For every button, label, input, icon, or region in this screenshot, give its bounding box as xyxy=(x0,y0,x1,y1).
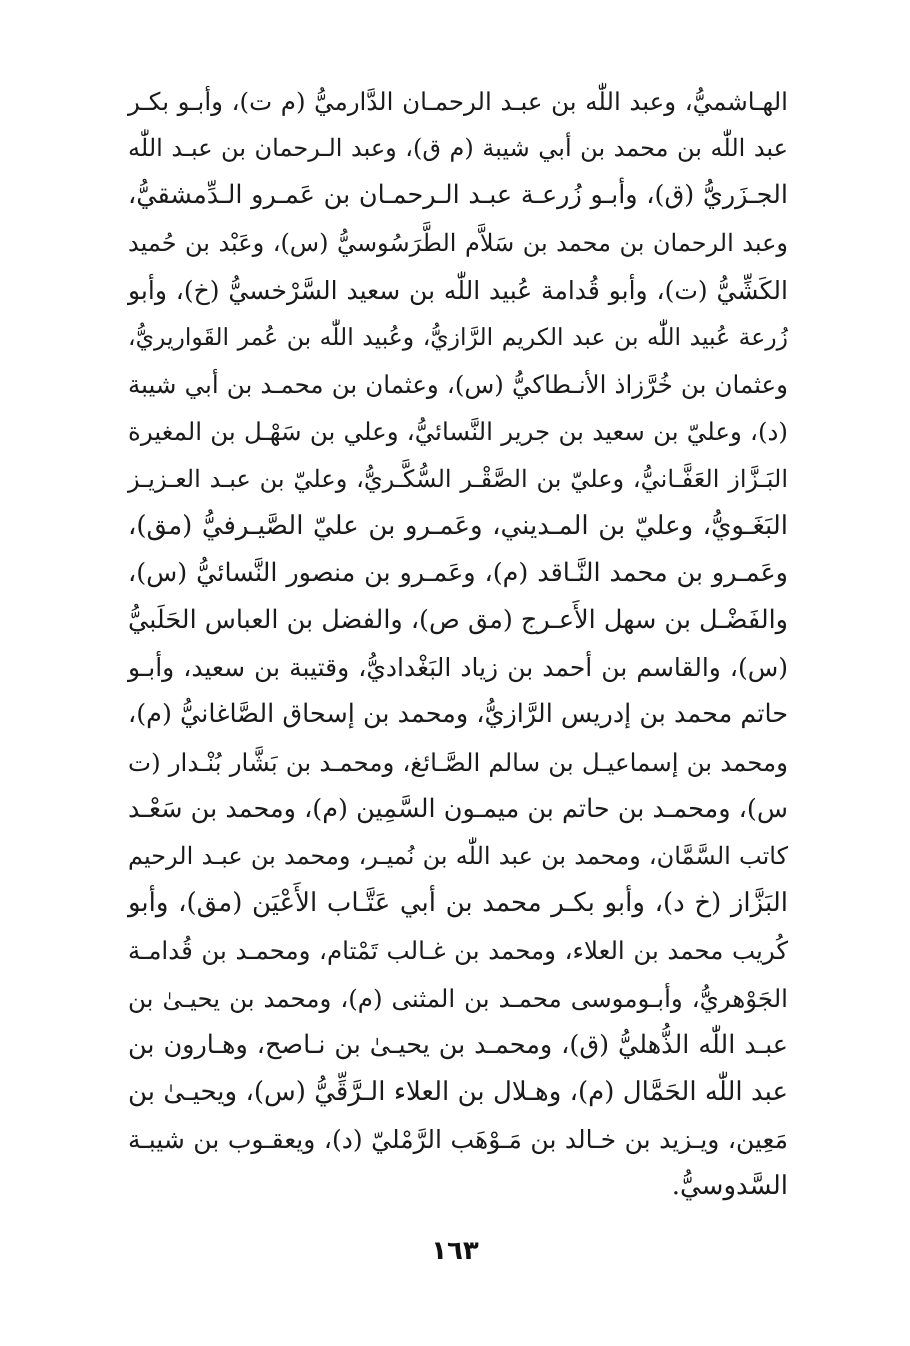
text-line: عبد اللّٰه الحَمَّال (م)، وهـلال بن العلاء الـرَّقِّيُّ (س)، ويحيـىٰ بن xyxy=(128,1076,788,1107)
page-number: ١٦٣ xyxy=(431,1236,479,1266)
text-line: وعثمان بن خُرَّزاذ الأنـطاكيُّ (س)، وعثمان بن محمـد بن أبي شيبة xyxy=(128,370,788,400)
text-line: الجَوْهريُّ، وأبـوموسى محمـد بن المثنى (م)، ومحمد بن يحيـىٰ بن xyxy=(128,983,788,1013)
text-line: مَعِين، ويـزيد بن خـالد بن مَـوْهَب الرَّمْليّ (د)، ويعقـوب بن شيبـة xyxy=(128,1125,788,1155)
text-line: وعبد الرحمان بن محمد بن سَلاَّم الطَّرَسُوسيُّ (س)، وعَبْد بن حُميد xyxy=(128,228,788,257)
body-text xyxy=(128,78,788,1211)
text-line: كُريب محمد بن العلاء، ومحمد بن غـالب تَمْتام، ومحمـد بن قُدامـة xyxy=(128,936,788,966)
text-line: س)، ومحمـد بن حاتم بن ميمـون السَّمِين (م)، ومحمد بن سَعْـد xyxy=(128,793,788,824)
text-line: الهـاشميُّ، وعبد اللّٰه بن عبـد الرحمـان الدَّارميُّ (م ت)، وأبـو بكـر xyxy=(128,87,788,116)
text-line: السَّدوسيُّ. xyxy=(671,1171,788,1202)
text-line: (س)، والقاسم بن أحمد بن زياد البَغْداديُّ، وقتيبة بن سعيد، وأبـو xyxy=(128,653,788,683)
text-line: ومحمد بن إسماعيـل بن سالم الصَّـائغ، ومحمـد بن بَشَّار بُنْـدار (ت xyxy=(128,747,788,777)
text-line: البَـزَّاز العَفَّـانيُّ، وعليّ بن الصَّقْـر السُّكَّـريُّ، وعليّ بن عبـد العـزيـز xyxy=(128,464,788,493)
text-line: البَغَـويُّ، وعليّ بن المـديني، وعَمـرو بن عليّ الصَّيـرفيُّ (مق)، xyxy=(128,510,788,541)
text-line: زُرعة عُبيد اللّٰه بن عبد الكريم الرَّازيُّ، وعُبيد اللّٰه بن عُمر القَواريريُّ، xyxy=(128,322,788,351)
text-line: الكَشِّيُّ (ت)، وأبو قُدامة عُبيد اللّٰه بن سعيد السَّرْخسيُّ (خ)، وأبو xyxy=(128,275,788,305)
text-line: كاتب السَّمَّان، ومحمد بن عبد اللّٰه بن نُميـر، ومحمد بن عبـد الرحيم xyxy=(128,842,788,870)
text-line: عبد اللّٰه بن محمد بن أبي شيبة (م ق)، وعبد الـرحمان بن عبـد اللّٰه xyxy=(128,134,788,163)
text-line: وعَمـرو بن محمد النَّـاقد (م)، وعَمـرو بن منصور النَّسائيُّ (س)، xyxy=(128,557,788,588)
text-line: الجـزَريُّ (ق)، وأبـو زُرعـة عبـد الـرحمـان بن عَمـرو الـدِّمشقيُّ، xyxy=(128,180,788,211)
text-line: عبـد اللّٰه الذُّهليُّ (ق)، ومحمـد بن يحيـىٰ بن نـاصح، وهـارون بن xyxy=(128,1029,788,1060)
text-line: البَزَّاز (خ د)، وأبو بكـر محمد بن أبي عَتَّـاب الأَعْيَن (مق)، وأبو xyxy=(128,888,788,919)
text-line: حاتم محمد بن إدريس الرَّازيُّ، ومحمد بن إسحاق الصَّاغانيُّ (م)، xyxy=(128,699,788,730)
text-line: (د)، وعليّ بن سعيد بن جرير النَّسائيُّ، وعلي بن سَهْـل بن المغيرة xyxy=(128,417,788,447)
text-line: والفَضْـل بن سهل الأَعـرج (مق ص)، والفضل بن العباس الحَلَبيُّ xyxy=(127,605,788,636)
